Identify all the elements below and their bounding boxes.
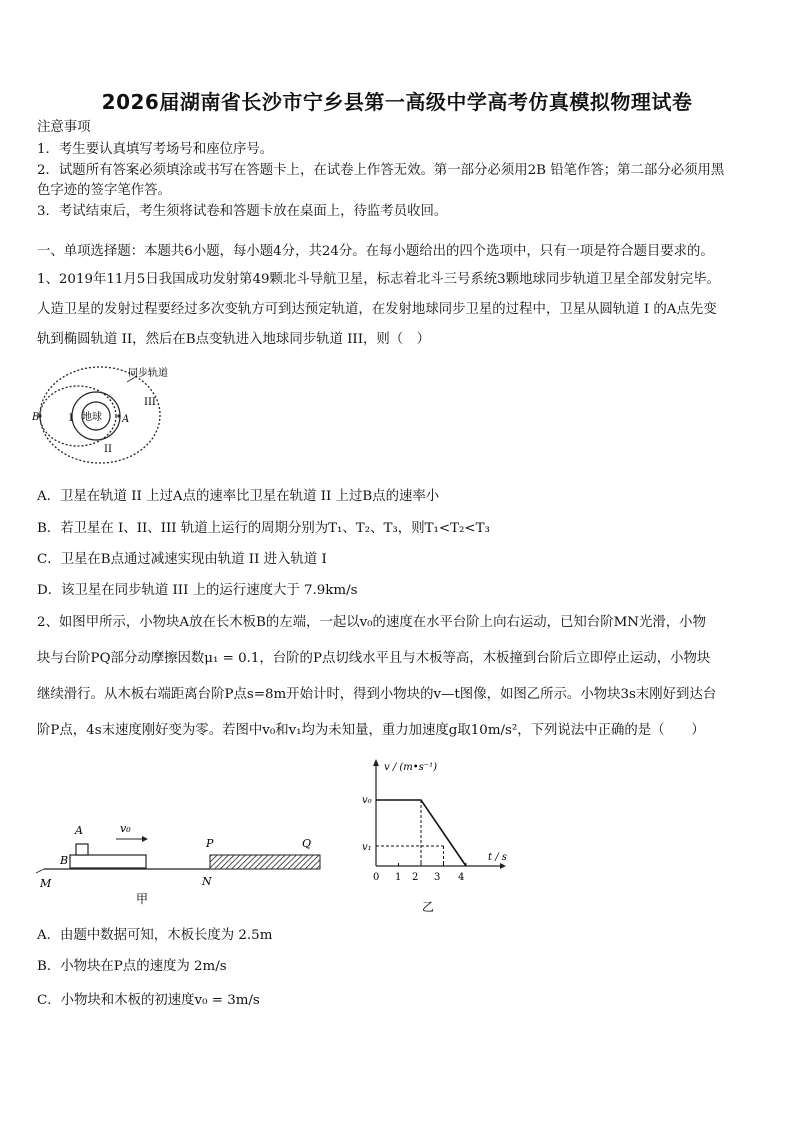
vt-graph bbox=[360, 756, 510, 916]
label-m: M bbox=[40, 877, 52, 890]
note-line-1: 1．考生要认真填写考场号和座位序号。 bbox=[37, 142, 274, 157]
velocity-arrow bbox=[142, 836, 148, 842]
label-p: P bbox=[206, 837, 214, 850]
q2-option-c: C．小物块和木板的初速度v₀ = 3m/s bbox=[37, 993, 260, 1008]
step-pq bbox=[210, 855, 320, 869]
board-b bbox=[70, 855, 146, 868]
page-title: 2026届湖南省长沙市宁乡县第一高级中学高考仿真模拟物理试卷 bbox=[101, 90, 693, 114]
notes-heading: 注意事项 bbox=[37, 120, 91, 135]
block-a bbox=[76, 844, 88, 855]
q2-option-a: A．由题中数据可知，木板长度为 2.5m bbox=[37, 928, 273, 943]
tick-label-4: 4 bbox=[458, 872, 465, 883]
q1-option-a: A．卫星在轨道 II 上过A点的速率比卫星在轨道 II 上过B点的速率小 bbox=[37, 489, 440, 504]
label-orbit-i: I bbox=[69, 413, 73, 424]
label-v0: v₀ bbox=[362, 795, 372, 806]
q1-option-d: D．该卫星在同步轨道 III 上的运行速度大于 7.9km/s bbox=[37, 583, 358, 598]
point-a bbox=[117, 414, 120, 417]
q1-line-3: 轨到椭圆轨道 II，然后在B点变轨进入地球同步轨道 III，则（ ） bbox=[37, 332, 430, 347]
section-heading: 一、单项选择题：本题共6小题，每小题4分，共24分。在每小题给出的四个选项中，只有一项是符合题目要求的。 bbox=[37, 244, 714, 259]
label-a: A bbox=[122, 414, 130, 425]
q2-line-2: 块与台阶PQ部分动摩擦因数μ₁ = 0.1，台阶的P点切线水平且与木板等高，木板撞到台阶后立即停止运动，小物块 bbox=[37, 651, 711, 666]
figure-jia bbox=[36, 815, 336, 910]
orbit-ii bbox=[40, 386, 116, 446]
note-line-2: 2．试题所有答案必须填涂或书写在答题卡上，在试卷上作答无效。第一部分必须用2B 铅笔作答；第二部分必须用黑 bbox=[37, 163, 725, 178]
q1-line-1: 1、2019年11月5日我国成功发射第49颗北斗导航卫星，标志着北斗三号系统3颗地球同步轨道卫星全部发射完毕。 bbox=[37, 272, 720, 287]
xlabel: t / s bbox=[488, 852, 507, 863]
label-v1: v₁ bbox=[362, 842, 372, 853]
q2-line-3: 继续滑行。从木板右端距离台阶P点s=8m开始计时，得到小物块的v—t图像，如图乙所示。小物块3s末刚好到达台 bbox=[37, 687, 717, 702]
caption-jia: 甲 bbox=[136, 892, 149, 906]
label-q: Q bbox=[302, 837, 312, 850]
q2-option-b: B．小物块在P点的速度为 2m/s bbox=[37, 959, 227, 974]
tick-label-1: 1 bbox=[395, 872, 402, 883]
q1-option-b: B．若卫星在 I、II、III 轨道上运行的周期分别为T₁、T₂、T₃，则T₁<T₂<T₃ bbox=[37, 521, 490, 536]
q2-line-4: 阶P点，4s末速度刚好变为零。若图中v₀和v₁均为未知量，重力加速度g取10m/s²，下列说法中正确的是（ ） bbox=[37, 723, 705, 738]
note-line-4: 3．考试结束后，考生须将试卷和答题卡放在桌面上，待监考员收回。 bbox=[37, 204, 448, 219]
ylabel: v / (m•s⁻¹) bbox=[384, 762, 437, 773]
label-v0: v₀ bbox=[120, 822, 131, 835]
label-orbit-iii: III bbox=[144, 397, 156, 408]
caption-yi: 乙 bbox=[422, 900, 435, 914]
tick-label-2: 2 bbox=[412, 872, 419, 883]
label-b: B bbox=[60, 854, 69, 867]
label-a: A bbox=[75, 824, 83, 837]
tick-label-3: 3 bbox=[434, 872, 441, 883]
label-earth: 地球 bbox=[82, 412, 102, 423]
q2-line-1: 2、如图甲所示，小物块A放在长木板B的左端，一起以v₀的速度在水平台阶上向右运动，已知台阶MN光滑，小物 bbox=[37, 615, 706, 630]
orbit-diagram bbox=[32, 360, 192, 470]
label-n: N bbox=[202, 875, 212, 888]
q1-line-2: 人造卫星的发射过程要经过多次变轨方可到达预定轨道，在发射地球同步卫星的过程中，卫星从圆轨道 I 的A点先变 bbox=[37, 302, 717, 317]
tick-label-0: 0 bbox=[373, 872, 380, 883]
label-orbit-ii: II bbox=[104, 444, 112, 455]
label-b: B bbox=[32, 412, 40, 423]
label-sync-orbit: 同步轨道 bbox=[128, 368, 168, 379]
note-line-3: 色字迹的签字笔作答。 bbox=[37, 183, 171, 198]
q1-option-c: C．卫星在B点通过减速实现由轨道 II 进入轨道 I bbox=[37, 552, 327, 567]
